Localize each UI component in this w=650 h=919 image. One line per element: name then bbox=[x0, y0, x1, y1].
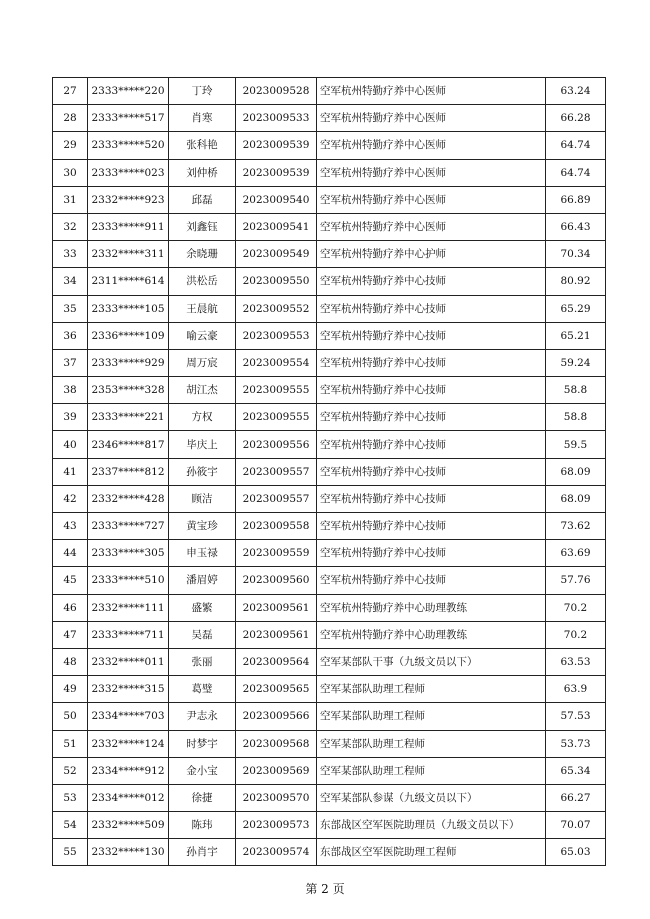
cell-position: 空军杭州特勤疗养中心技师 bbox=[317, 268, 546, 295]
cell-id-number: 2333*****023 bbox=[88, 159, 169, 186]
cell-id-number: 2332*****111 bbox=[88, 594, 169, 621]
cell-id-number: 2333*****517 bbox=[88, 105, 169, 132]
cell-id-number: 2332*****428 bbox=[88, 485, 169, 512]
cell-id-number: 2333*****711 bbox=[88, 621, 169, 648]
cell-seq-no: 31 bbox=[53, 186, 88, 213]
table-row bbox=[53, 431, 606, 458]
cell-score: 63.9 bbox=[546, 676, 606, 703]
cell-exam-number: 2023009557 bbox=[236, 485, 317, 512]
table-row bbox=[53, 839, 606, 866]
cell-seq-no: 39 bbox=[53, 404, 88, 431]
cell-seq-no: 50 bbox=[53, 703, 88, 730]
cell-candidate-name: 邱磊 bbox=[169, 186, 236, 213]
cell-score: 66.28 bbox=[546, 105, 606, 132]
cell-position: 东部战区空军医院助理员（九级文员以下） bbox=[317, 812, 546, 839]
cell-id-number: 2332*****311 bbox=[88, 241, 169, 268]
cell-id-number: 2333*****520 bbox=[88, 132, 169, 159]
table-row bbox=[53, 132, 606, 159]
cell-position: 空军杭州特勤疗养中心护师 bbox=[317, 241, 546, 268]
cell-position: 空军某部队助理工程师 bbox=[317, 730, 546, 757]
cell-id-number: 2333*****220 bbox=[88, 78, 169, 105]
cell-score: 53.73 bbox=[546, 730, 606, 757]
results-table bbox=[52, 77, 606, 866]
cell-exam-number: 2023009569 bbox=[236, 757, 317, 784]
cell-exam-number: 2023009552 bbox=[236, 295, 317, 322]
cell-candidate-name: 时梦宇 bbox=[169, 730, 236, 757]
cell-score: 58.8 bbox=[546, 404, 606, 431]
table-row bbox=[53, 594, 606, 621]
cell-seq-no: 48 bbox=[53, 648, 88, 675]
cell-score: 80.92 bbox=[546, 268, 606, 295]
cell-position: 东部战区空军医院助理工程师 bbox=[317, 839, 546, 866]
cell-position: 空军杭州特勤疗养中心技师 bbox=[317, 540, 546, 567]
cell-seq-no: 34 bbox=[53, 268, 88, 295]
cell-score: 63.69 bbox=[546, 540, 606, 567]
cell-exam-number: 2023009555 bbox=[236, 404, 317, 431]
cell-seq-no: 46 bbox=[53, 594, 88, 621]
cell-id-number: 2332*****124 bbox=[88, 730, 169, 757]
cell-score: 63.24 bbox=[546, 78, 606, 105]
cell-seq-no: 32 bbox=[53, 213, 88, 240]
cell-candidate-name: 丁玲 bbox=[169, 78, 236, 105]
cell-seq-no: 28 bbox=[53, 105, 88, 132]
cell-score: 73.62 bbox=[546, 513, 606, 540]
cell-position: 空军某部队参谋（九级文员以下） bbox=[317, 784, 546, 811]
cell-exam-number: 2023009566 bbox=[236, 703, 317, 730]
table-row bbox=[53, 812, 606, 839]
cell-candidate-name: 方权 bbox=[169, 404, 236, 431]
cell-position: 空军杭州特勤疗养中心医师 bbox=[317, 105, 546, 132]
cell-candidate-name: 余晓珊 bbox=[169, 241, 236, 268]
cell-id-number: 2332*****315 bbox=[88, 676, 169, 703]
cell-seq-no: 35 bbox=[53, 295, 88, 322]
table-row bbox=[53, 730, 606, 757]
cell-score: 66.43 bbox=[546, 213, 606, 240]
cell-position: 空军杭州特勤疗养中心医师 bbox=[317, 213, 546, 240]
page-number: 第 2 页 bbox=[305, 882, 345, 896]
cell-exam-number: 2023009561 bbox=[236, 621, 317, 648]
cell-candidate-name: 徐捷 bbox=[169, 784, 236, 811]
table-row bbox=[53, 676, 606, 703]
cell-score: 70.07 bbox=[546, 812, 606, 839]
cell-position: 空军杭州特勤疗养中心技师 bbox=[317, 322, 546, 349]
cell-candidate-name: 喻云豪 bbox=[169, 322, 236, 349]
cell-position: 空军杭州特勤疗养中心医师 bbox=[317, 78, 546, 105]
cell-id-number: 2337*****812 bbox=[88, 458, 169, 485]
results-table-body bbox=[53, 78, 606, 866]
cell-exam-number: 2023009555 bbox=[236, 377, 317, 404]
cell-candidate-name: 孙筱宇 bbox=[169, 458, 236, 485]
cell-position: 空军杭州特勤疗养中心技师 bbox=[317, 404, 546, 431]
cell-score: 68.09 bbox=[546, 458, 606, 485]
cell-score: 65.03 bbox=[546, 839, 606, 866]
cell-candidate-name: 吴磊 bbox=[169, 621, 236, 648]
cell-candidate-name: 潘眉婷 bbox=[169, 567, 236, 594]
cell-candidate-name: 盛繁 bbox=[169, 594, 236, 621]
cell-candidate-name: 毕庆上 bbox=[169, 431, 236, 458]
table-row bbox=[53, 241, 606, 268]
cell-score: 58.8 bbox=[546, 377, 606, 404]
table-row bbox=[53, 295, 606, 322]
cell-seq-no: 54 bbox=[53, 812, 88, 839]
cell-seq-no: 40 bbox=[53, 431, 88, 458]
cell-id-number: 2333*****929 bbox=[88, 349, 169, 376]
cell-score: 70.2 bbox=[546, 621, 606, 648]
cell-position: 空军杭州特勤疗养中心技师 bbox=[317, 567, 546, 594]
cell-id-number: 2336*****109 bbox=[88, 322, 169, 349]
cell-position: 空军杭州特勤疗养中心技师 bbox=[317, 458, 546, 485]
cell-seq-no: 36 bbox=[53, 322, 88, 349]
cell-id-number: 2332*****130 bbox=[88, 839, 169, 866]
table-row bbox=[53, 757, 606, 784]
cell-exam-number: 2023009554 bbox=[236, 349, 317, 376]
cell-score: 59.5 bbox=[546, 431, 606, 458]
cell-position: 空军杭州特勤疗养中心医师 bbox=[317, 132, 546, 159]
table-row bbox=[53, 648, 606, 675]
cell-candidate-name: 申玉禄 bbox=[169, 540, 236, 567]
cell-score: 65.29 bbox=[546, 295, 606, 322]
cell-seq-no: 27 bbox=[53, 78, 88, 105]
cell-id-number: 2333*****105 bbox=[88, 295, 169, 322]
cell-candidate-name: 金小宝 bbox=[169, 757, 236, 784]
cell-exam-number: 2023009549 bbox=[236, 241, 317, 268]
cell-seq-no: 29 bbox=[53, 132, 88, 159]
cell-seq-no: 49 bbox=[53, 676, 88, 703]
cell-id-number: 2332*****011 bbox=[88, 648, 169, 675]
table-row bbox=[53, 404, 606, 431]
results-table-container bbox=[52, 77, 606, 866]
cell-position: 空军杭州特勤疗养中心助理教练 bbox=[317, 594, 546, 621]
table-row bbox=[53, 567, 606, 594]
table-row bbox=[53, 784, 606, 811]
cell-position: 空军杭州特勤疗养中心技师 bbox=[317, 349, 546, 376]
cell-exam-number: 2023009541 bbox=[236, 213, 317, 240]
cell-position: 空军某部队助理工程师 bbox=[317, 676, 546, 703]
table-row bbox=[53, 186, 606, 213]
cell-candidate-name: 胡江杰 bbox=[169, 377, 236, 404]
cell-seq-no: 47 bbox=[53, 621, 88, 648]
cell-id-number: 2346*****817 bbox=[88, 431, 169, 458]
cell-position: 空军杭州特勤疗养中心技师 bbox=[317, 513, 546, 540]
cell-exam-number: 2023009564 bbox=[236, 648, 317, 675]
cell-score: 70.34 bbox=[546, 241, 606, 268]
cell-position: 空军杭州特勤疗养中心助理教练 bbox=[317, 621, 546, 648]
cell-exam-number: 2023009550 bbox=[236, 268, 317, 295]
cell-exam-number: 2023009568 bbox=[236, 730, 317, 757]
cell-exam-number: 2023009573 bbox=[236, 812, 317, 839]
cell-exam-number: 2023009570 bbox=[236, 784, 317, 811]
cell-candidate-name: 黄宝珍 bbox=[169, 513, 236, 540]
table-row bbox=[53, 78, 606, 105]
cell-candidate-name: 葛璧 bbox=[169, 676, 236, 703]
cell-seq-no: 52 bbox=[53, 757, 88, 784]
cell-candidate-name: 洪松岳 bbox=[169, 268, 236, 295]
cell-seq-no: 51 bbox=[53, 730, 88, 757]
cell-exam-number: 2023009561 bbox=[236, 594, 317, 621]
cell-exam-number: 2023009558 bbox=[236, 513, 317, 540]
cell-id-number: 2333*****221 bbox=[88, 404, 169, 431]
cell-id-number: 2333*****911 bbox=[88, 213, 169, 240]
table-row bbox=[53, 159, 606, 186]
cell-exam-number: 2023009556 bbox=[236, 431, 317, 458]
cell-score: 70.2 bbox=[546, 594, 606, 621]
cell-exam-number: 2023009540 bbox=[236, 186, 317, 213]
cell-score: 59.24 bbox=[546, 349, 606, 376]
cell-position: 空军杭州特勤疗养中心技师 bbox=[317, 485, 546, 512]
table-row bbox=[53, 458, 606, 485]
table-row bbox=[53, 268, 606, 295]
table-row bbox=[53, 213, 606, 240]
cell-score: 57.53 bbox=[546, 703, 606, 730]
table-row bbox=[53, 703, 606, 730]
cell-exam-number: 2023009557 bbox=[236, 458, 317, 485]
cell-position: 空军杭州特勤疗养中心技师 bbox=[317, 431, 546, 458]
cell-id-number: 2311*****614 bbox=[88, 268, 169, 295]
cell-exam-number: 2023009528 bbox=[236, 78, 317, 105]
cell-exam-number: 2023009565 bbox=[236, 676, 317, 703]
cell-seq-no: 33 bbox=[53, 241, 88, 268]
cell-exam-number: 2023009574 bbox=[236, 839, 317, 866]
cell-candidate-name: 张科艳 bbox=[169, 132, 236, 159]
cell-score: 66.89 bbox=[546, 186, 606, 213]
cell-id-number: 2353*****328 bbox=[88, 377, 169, 404]
cell-candidate-name: 肖寒 bbox=[169, 105, 236, 132]
cell-candidate-name: 刘仲桥 bbox=[169, 159, 236, 186]
cell-score: 63.53 bbox=[546, 648, 606, 675]
cell-id-number: 2333*****305 bbox=[88, 540, 169, 567]
cell-seq-no: 43 bbox=[53, 513, 88, 540]
cell-seq-no: 55 bbox=[53, 839, 88, 866]
table-row bbox=[53, 540, 606, 567]
cell-position: 空军某部队干事（九级文员以下） bbox=[317, 648, 546, 675]
cell-candidate-name: 陈玮 bbox=[169, 812, 236, 839]
cell-candidate-name: 王晨航 bbox=[169, 295, 236, 322]
cell-candidate-name: 刘鑫钰 bbox=[169, 213, 236, 240]
cell-seq-no: 37 bbox=[53, 349, 88, 376]
cell-score: 68.09 bbox=[546, 485, 606, 512]
cell-score: 64.74 bbox=[546, 159, 606, 186]
cell-position: 空军杭州特勤疗养中心医师 bbox=[317, 159, 546, 186]
cell-seq-no: 30 bbox=[53, 159, 88, 186]
table-row bbox=[53, 377, 606, 404]
cell-candidate-name: 张丽 bbox=[169, 648, 236, 675]
cell-position: 空军某部队助理工程师 bbox=[317, 703, 546, 730]
table-row bbox=[53, 621, 606, 648]
table-row bbox=[53, 513, 606, 540]
cell-seq-no: 38 bbox=[53, 377, 88, 404]
cell-seq-no: 45 bbox=[53, 567, 88, 594]
table-row bbox=[53, 105, 606, 132]
cell-candidate-name: 周万宸 bbox=[169, 349, 236, 376]
cell-seq-no: 41 bbox=[53, 458, 88, 485]
cell-score: 65.21 bbox=[546, 322, 606, 349]
cell-exam-number: 2023009539 bbox=[236, 159, 317, 186]
cell-position: 空军杭州特勤疗养中心技师 bbox=[317, 377, 546, 404]
cell-seq-no: 42 bbox=[53, 485, 88, 512]
cell-score: 65.34 bbox=[546, 757, 606, 784]
cell-candidate-name: 孙肖宇 bbox=[169, 839, 236, 866]
cell-exam-number: 2023009559 bbox=[236, 540, 317, 567]
table-row bbox=[53, 322, 606, 349]
cell-position: 空军杭州特勤疗养中心技师 bbox=[317, 295, 546, 322]
cell-id-number: 2333*****510 bbox=[88, 567, 169, 594]
cell-id-number: 2334*****012 bbox=[88, 784, 169, 811]
cell-seq-no: 53 bbox=[53, 784, 88, 811]
cell-id-number: 2334*****703 bbox=[88, 703, 169, 730]
cell-seq-no: 44 bbox=[53, 540, 88, 567]
table-row bbox=[53, 485, 606, 512]
cell-id-number: 2332*****509 bbox=[88, 812, 169, 839]
cell-position: 空军杭州特勤疗养中心医师 bbox=[317, 186, 546, 213]
cell-candidate-name: 顾洁 bbox=[169, 485, 236, 512]
cell-id-number: 2334*****912 bbox=[88, 757, 169, 784]
cell-score: 64.74 bbox=[546, 132, 606, 159]
cell-exam-number: 2023009553 bbox=[236, 322, 317, 349]
cell-exam-number: 2023009539 bbox=[236, 132, 317, 159]
cell-score: 57.76 bbox=[546, 567, 606, 594]
cell-candidate-name: 尹志永 bbox=[169, 703, 236, 730]
table-row bbox=[53, 349, 606, 376]
cell-position: 空军某部队助理工程师 bbox=[317, 757, 546, 784]
cell-exam-number: 2023009533 bbox=[236, 105, 317, 132]
cell-score: 66.27 bbox=[546, 784, 606, 811]
cell-exam-number: 2023009560 bbox=[236, 567, 317, 594]
cell-id-number: 2332*****923 bbox=[88, 186, 169, 213]
cell-id-number: 2333*****727 bbox=[88, 513, 169, 540]
